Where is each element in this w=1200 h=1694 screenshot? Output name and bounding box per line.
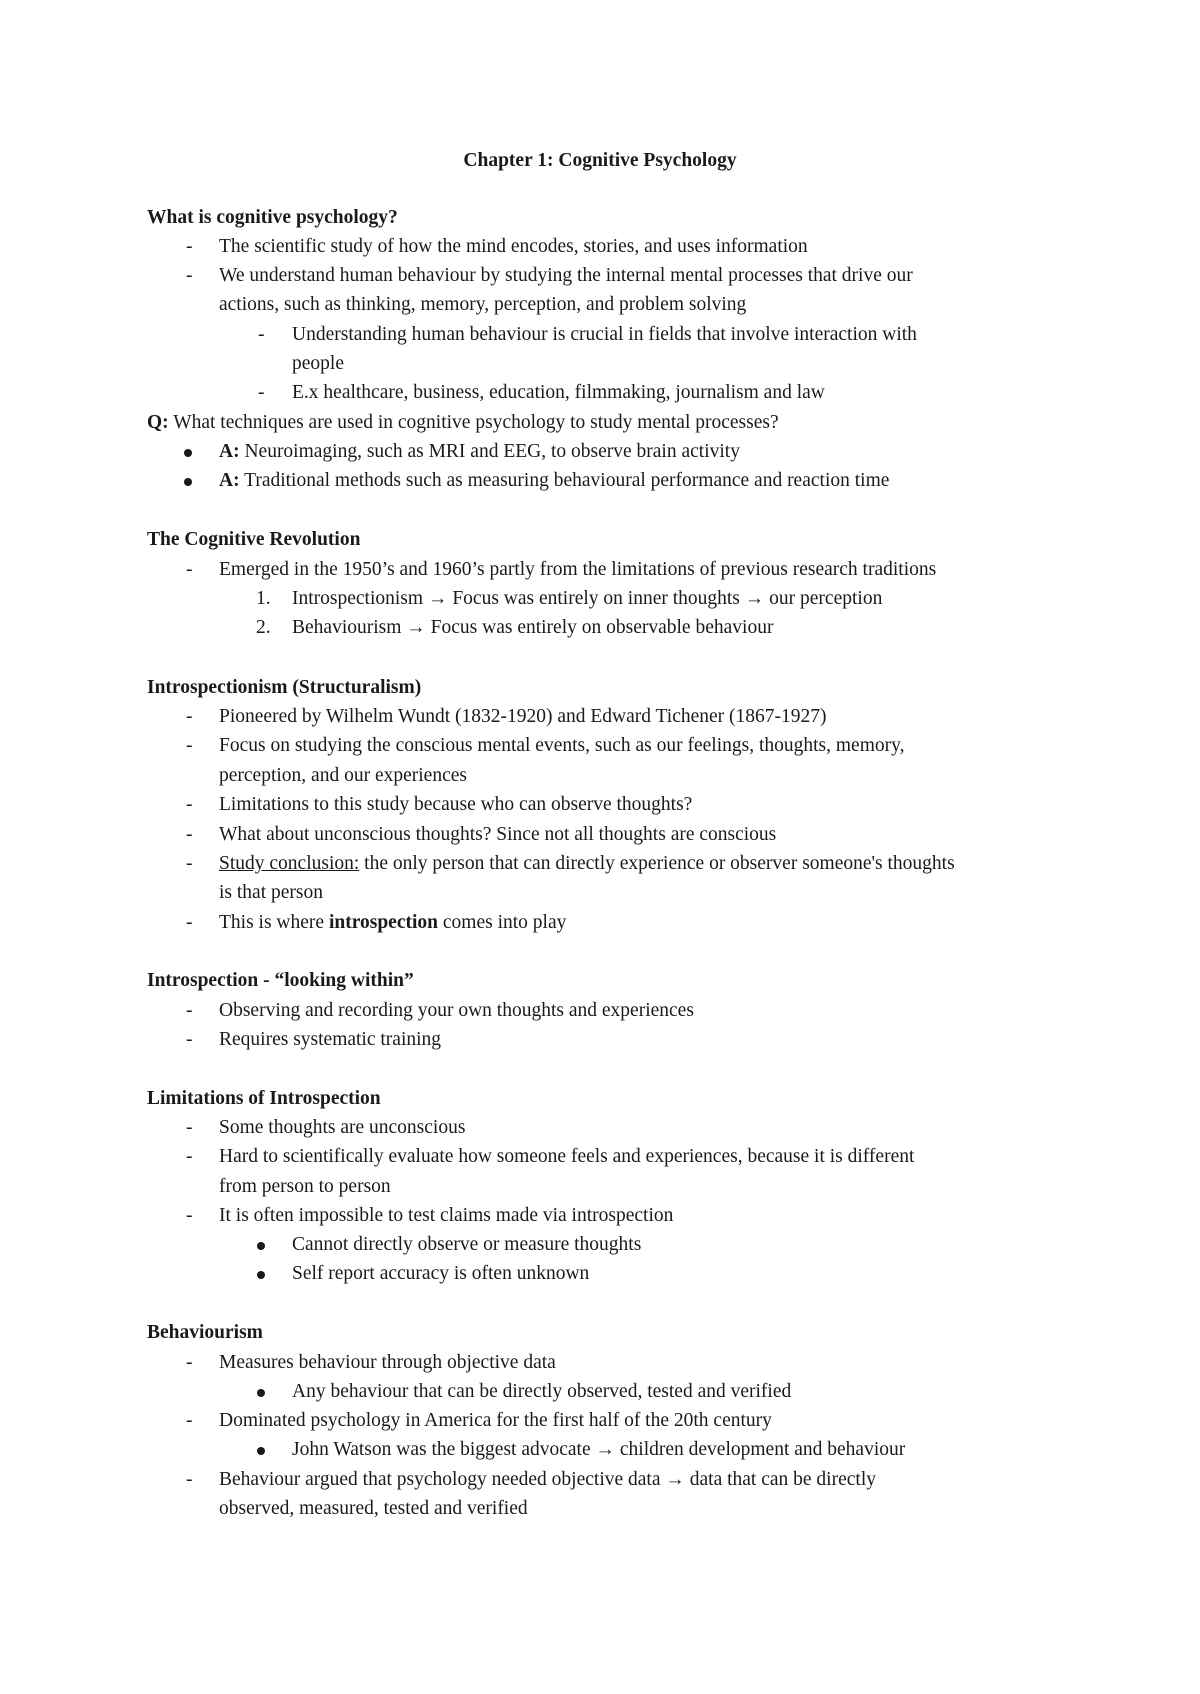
answer-line bbox=[219, 466, 889, 496]
section-heading-introspectionism: Introspectionism (Structuralism) bbox=[147, 677, 422, 698]
list-item: Some thoughts are unconscious bbox=[219, 1117, 466, 1138]
dash-marker: - bbox=[186, 794, 193, 815]
dash-marker: - bbox=[186, 1000, 193, 1021]
list-item: Pioneered by Wilhelm Wundt (1832-1920) and Edward Tichener (1867-1927) bbox=[219, 706, 827, 727]
list-item-continuation: observed, measured, tested and verified bbox=[219, 1498, 528, 1519]
answer-label: A: bbox=[219, 470, 240, 491]
dash-marker: - bbox=[186, 236, 193, 257]
dash-marker: - bbox=[186, 1410, 193, 1431]
dash-marker: - bbox=[186, 1469, 193, 1490]
dash-marker: - bbox=[186, 1146, 193, 1167]
list-item: What about unconscious thoughts? Since not all thoughts are conscious bbox=[219, 824, 777, 845]
question-text: What techniques are used in cognitive psychology to study mental processes? bbox=[168, 412, 779, 433]
dash-marker: - bbox=[186, 735, 193, 756]
list-item: Hard to scientifically evaluate how someone feels and experiences, because it is different bbox=[219, 1146, 915, 1167]
dash-marker: - bbox=[186, 265, 193, 286]
list-item: Emerged in the 1950’s and 1960’s partly from the limitations of previous research traditions bbox=[219, 559, 937, 580]
list-number: 1. bbox=[256, 588, 271, 609]
section-heading-limitations: Limitations of Introspection bbox=[147, 1088, 381, 1109]
list-item-continuation: from person to person bbox=[219, 1176, 391, 1197]
dash-marker: - bbox=[186, 824, 193, 845]
section-heading-behaviourism: Behaviourism bbox=[147, 1322, 263, 1343]
list-item: Dominated psychology in America for the first half of the 20th century bbox=[219, 1410, 772, 1431]
sub-list-item: Self report accuracy is often unknown bbox=[292, 1263, 590, 1284]
answer-text: Traditional methods such as measuring behavioural performance and reaction time bbox=[239, 470, 890, 491]
list-item: We understand human behaviour by studying the internal mental processes that drive our bbox=[219, 265, 913, 286]
list-item: The scientific study of how the mind encodes, stories, and uses information bbox=[219, 236, 808, 257]
list-item-continuation: perception, and our experiences bbox=[219, 765, 467, 786]
bullet-icon bbox=[184, 478, 192, 486]
study-conclusion-label: Study conclusion: bbox=[219, 853, 360, 874]
numbered-item: Behaviourism → Focus was entirely on observable behaviour bbox=[292, 617, 774, 638]
dash-marker: - bbox=[186, 1205, 193, 1226]
answer-text: Neuroimaging, such as MRI and EEG, to observe brain activity bbox=[239, 441, 740, 462]
dash-marker: - bbox=[186, 912, 193, 933]
section-heading-introspection: Introspection - “looking within” bbox=[147, 970, 414, 991]
bullet-icon bbox=[257, 1447, 265, 1455]
section-heading-revolution: The Cognitive Revolution bbox=[147, 529, 361, 550]
list-item bbox=[219, 849, 955, 879]
bullet-icon bbox=[257, 1271, 265, 1279]
page-title: Chapter 1: Cognitive Psychology bbox=[463, 150, 737, 171]
list-item: Behaviour argued that psychology needed objective data → data that can be directly bbox=[219, 1469, 876, 1490]
list-item: Measures behaviour through objective data bbox=[219, 1352, 556, 1373]
section-heading-what-is: What is cognitive psychology? bbox=[147, 207, 398, 228]
list-item: Requires systematic training bbox=[219, 1029, 442, 1050]
dash-marker: - bbox=[186, 1117, 193, 1138]
list-item: Observing and recording your own thoughts and experiences bbox=[219, 1000, 694, 1021]
question-line bbox=[147, 408, 779, 438]
bold-term: introspection bbox=[328, 912, 438, 933]
text-span: comes into play bbox=[438, 912, 567, 933]
question-label: Q: bbox=[147, 412, 169, 433]
numbered-item: Introspectionism → Focus was entirely on inner thoughts → our perception bbox=[292, 588, 883, 609]
list-number: 2. bbox=[256, 617, 271, 638]
sub-list-item-continuation: people bbox=[292, 353, 344, 374]
answer-line bbox=[219, 437, 740, 467]
sub-list-item: John Watson was the biggest advocate → children development and behaviour bbox=[292, 1439, 906, 1460]
dash-marker: - bbox=[258, 382, 265, 403]
dash-marker: - bbox=[258, 324, 265, 345]
bullet-icon bbox=[257, 1389, 265, 1397]
sub-list-item: Cannot directly observe or measure thoughts bbox=[292, 1234, 642, 1255]
dash-marker: - bbox=[186, 559, 193, 580]
list-item: Limitations to this study because who can observe thoughts? bbox=[219, 794, 693, 815]
answer-label: A: bbox=[219, 441, 240, 462]
list-item: It is often impossible to test claims made via introspection bbox=[219, 1205, 674, 1226]
list-item-continuation: is that person bbox=[219, 882, 323, 903]
list-item: Focus on studying the conscious mental events, such as our feelings, thoughts, memory, bbox=[219, 735, 905, 756]
dash-marker: - bbox=[186, 1352, 193, 1373]
dash-marker: - bbox=[186, 706, 193, 727]
study-conclusion-text: the only person that can directly experience or observer someone's thoughts bbox=[359, 853, 955, 874]
bullet-icon bbox=[184, 449, 192, 457]
list-item-continuation: actions, such as thinking, memory, perception, and problem solving bbox=[219, 294, 747, 315]
list-item bbox=[219, 908, 566, 938]
sub-list-item: Any behaviour that can be directly observed, tested and verified bbox=[292, 1381, 792, 1402]
dash-marker: - bbox=[186, 1029, 193, 1050]
sub-list-item: Understanding human behaviour is crucial in fields that involve interaction with bbox=[292, 324, 917, 345]
dash-marker: - bbox=[186, 853, 193, 874]
bullet-icon bbox=[257, 1242, 265, 1250]
text-span: This is where bbox=[219, 912, 329, 933]
sub-list-item: E.x healthcare, business, education, filmmaking, journalism and law bbox=[292, 382, 825, 403]
